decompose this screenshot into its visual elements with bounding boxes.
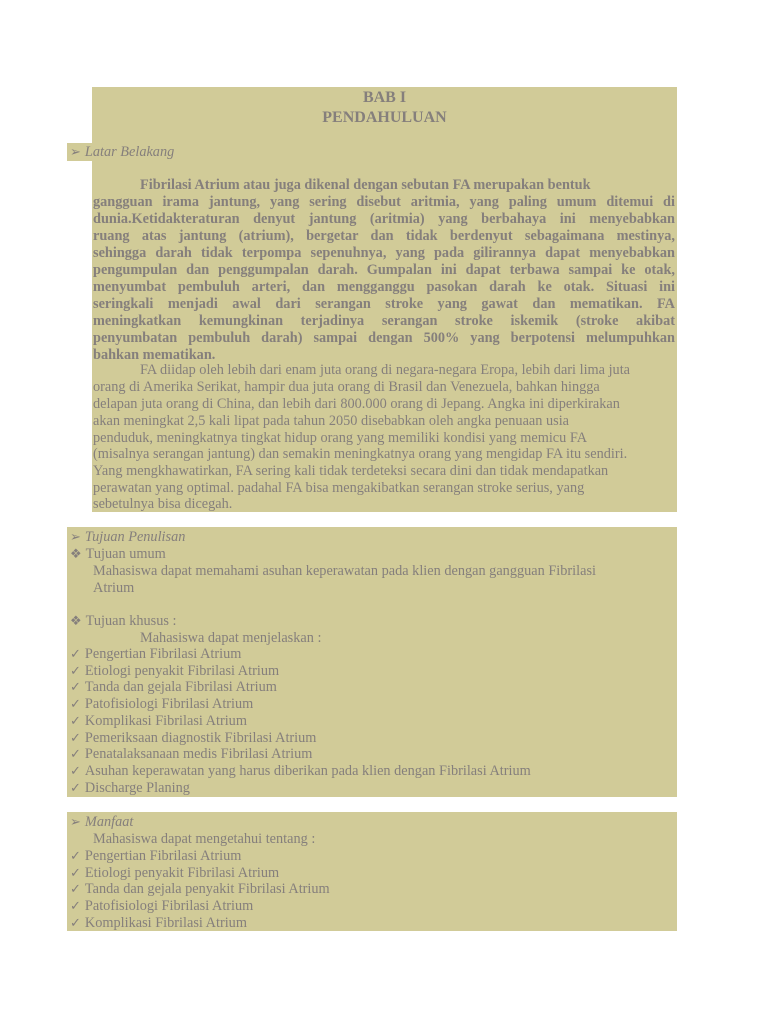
list-item: [70, 646, 241, 663]
chapter-label: BAB I: [362, 89, 407, 106]
paragraph-line: ruang atas jantung (atrium), bergetar dan tidak berdenyut sebagaimana mestinya,: [93, 228, 675, 244]
section-heading: Tujuan Penulisan: [84, 529, 186, 545]
list-item: [70, 881, 330, 898]
check-icon: ✓: [70, 864, 81, 880]
list-item: [70, 663, 279, 680]
list-item: [70, 730, 316, 747]
list-item-label: Penatalaksanaan medis Fibrilasi Atrium: [84, 746, 313, 763]
check-icon: ✓: [70, 914, 81, 930]
list-item-label: Pengertian Fibrilasi Atrium: [84, 848, 242, 864]
paragraph-line: menyumbat pembuluh arteri, dan mengganggu pasokan darah ke otak. Situasi ini: [93, 279, 675, 295]
latar-heading: [70, 144, 174, 161]
check-icon: ✓: [70, 662, 81, 678]
list-item-label: Tanda dan gejala penyakit Fibrilasi Atrium: [84, 881, 330, 898]
paragraph-line: Fibrilasi Atrium atau juga dikenal dengan sebutan FA merupakan bentuk: [140, 177, 591, 193]
arrow-bullet-icon: ➢: [70, 814, 81, 829]
list-item-label: Patofisiologi Fibrilasi Atrium: [84, 696, 254, 713]
list-item-label: Pengertian Fibrilasi Atrium: [84, 646, 242, 662]
paragraph-line: penyumbatan pembuluh darah) sampai dengan 500% yang berpotensi melumpuhkan: [93, 330, 675, 346]
check-icon: ✓: [70, 746, 81, 762]
list-item: [70, 848, 241, 865]
list-intro: Mahasiswa dapat mengetahui tentang :: [93, 831, 316, 847]
list-item-label: Etiologi penyakit Fibrilasi Atrium: [84, 864, 280, 881]
paragraph-line: orang di Amerika Serikat, hampir dua juta orang di Brasil dan Venezuela, bahkan hingga: [93, 379, 600, 395]
list-item: [70, 915, 247, 932]
paragraph-line: gangguan irama jantung, yang sering disebut aritmia, yang paling umum ditemui di: [93, 194, 675, 210]
list-item-label: Komplikasi Fibrilasi Atrium: [84, 914, 247, 931]
tujuan-heading: [70, 529, 185, 546]
paragraph-line: perawatan yang optimal. padahal FA bisa mengakibatkan serangan stroke serius, yang: [93, 480, 585, 496]
paragraph-line: pengumpulan dan penggumpalan darah. Gumpalan ini dapat terbawa sampai ke otak,: [93, 262, 675, 278]
subheading-label: Tujuan khusus :: [85, 613, 177, 629]
check-icon: ✓: [70, 712, 81, 728]
list-item: [70, 763, 531, 780]
list-item: [70, 713, 247, 730]
paragraph-line: Atrium: [93, 580, 135, 596]
paragraph-line: penduduk, meningkatnya tingkat hidup orang yang memiliki kondisi yang memicu FA: [93, 430, 588, 446]
list-item-label: Etiologi penyakit Fibrilasi Atrium: [84, 662, 280, 679]
arrow-bullet-icon: ➢: [70, 144, 81, 159]
paragraph-line: bahkan mematikan.: [93, 347, 216, 363]
paragraph-line: Yang mengkhawatirkan, FA sering kali tidak terdeteksi secara dini dan tidak mendapatkan: [93, 463, 609, 479]
section-heading: Latar Belakang: [84, 144, 175, 160]
check-icon: ✓: [70, 646, 81, 661]
arrow-bullet-icon: ➢: [70, 529, 81, 544]
paragraph-line: Mahasiswa dapat memahami asuhan keperawatan pada klien dengan gangguan Fibrilasi: [93, 563, 597, 579]
check-icon: ✓: [70, 729, 81, 745]
list-item-label: Patofisiologi Fibrilasi Atrium: [84, 898, 254, 915]
paragraph-line: (misalnya serangan jantung) dan semakin meningkatnya orang yang mengidap FA itu sendiri.: [93, 446, 628, 462]
paragraph-line: seringkali menjadi awal dari serangan stroke yang gawat dan mematikan. FA: [93, 296, 675, 312]
section-heading: Manfaat: [84, 814, 134, 830]
list-item-label: Komplikasi Fibrilasi Atrium: [84, 712, 247, 729]
check-icon: ✓: [70, 696, 81, 712]
tujuan-umum-label: [70, 546, 166, 563]
list-item: [70, 696, 253, 713]
tujuan-khusus-label: [70, 613, 177, 630]
check-icon: ✓: [70, 779, 81, 795]
list-item: [70, 865, 279, 882]
check-icon: ✓: [70, 762, 81, 778]
subheading-label: Tujuan umum: [85, 546, 166, 562]
check-icon: ✓: [70, 881, 81, 897]
paragraph-line: dunia.Ketidakteraturan denyut jantung (aritmia) yang berbahaya ini menyebabkan: [93, 211, 675, 227]
list-item: [70, 746, 312, 763]
list-item-label: Asuhan keperawatan yang harus diberikan pada klien dengan Fibrilasi Atrium: [84, 762, 531, 779]
list-intro: Mahasiswa dapat menjelaskan :: [140, 630, 322, 646]
paragraph-line: meningkatkan kemungkinan terjadinya serangan stroke iskemik (stroke akibat: [93, 313, 675, 329]
paragraph-line: delapan juta orang di China, dan lebih dari 800.000 orang di Jepang. Angka ini diperkirakan: [93, 396, 620, 412]
list-item-label: Tanda dan gejala Fibrilasi Atrium: [84, 679, 277, 696]
check-icon: ✓: [70, 898, 81, 914]
list-item: [70, 898, 253, 915]
list-item: [70, 679, 277, 696]
paragraph-line: sehingga darah tidak terpompa sepenuhnya, yang pada gilirannya dapat menyebabkan: [93, 245, 675, 261]
check-icon: ✓: [70, 679, 81, 695]
manfaat-heading: [70, 814, 133, 831]
diamond-bullet-icon: ❖: [70, 613, 82, 628]
list-item-label: Pemeriksaan diagnostik Fibrilasi Atrium: [84, 729, 317, 746]
check-icon: ✓: [70, 848, 81, 863]
page-title: PENDAHULUAN: [322, 109, 447, 126]
paragraph-line: FA diidap oleh lebih dari enam juta orang di negara-negara Eropa, lebih dari lima juta: [140, 362, 631, 378]
paragraph-line: sebetulnya bisa dicegah.: [93, 496, 233, 512]
list-item: [70, 780, 190, 797]
diamond-bullet-icon: ❖: [70, 546, 82, 561]
list-item-label: Discharge Planing: [84, 779, 190, 796]
paragraph-line: akan meningkat 2,5 kali lipat pada tahun 2050 disebabkan oleh angka penuaan usia: [93, 413, 570, 429]
